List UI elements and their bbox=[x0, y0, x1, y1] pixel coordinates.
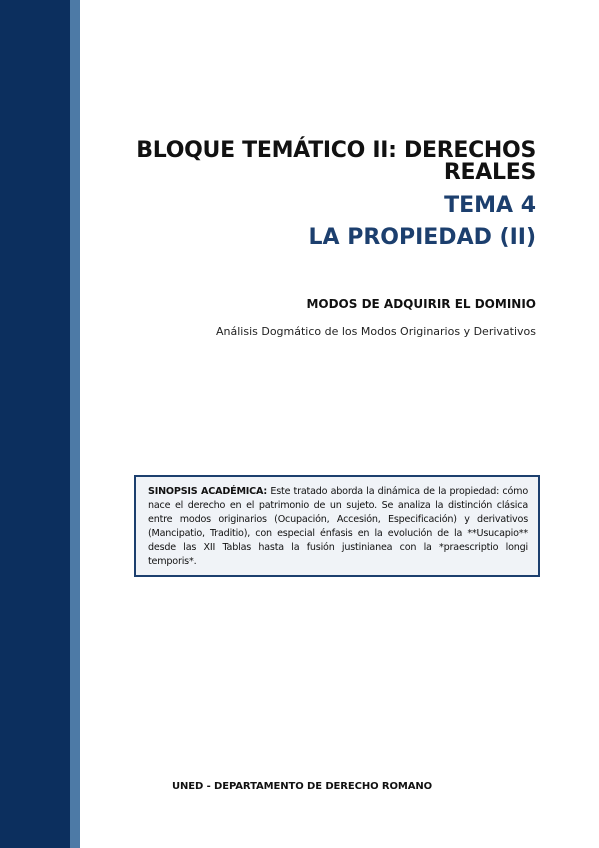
subtitle: MODOS DE ADQUIRIR EL DOMINIO bbox=[306, 297, 536, 311]
description: Análisis Dogmático de los Modos Originarios y Derivativos bbox=[215, 325, 536, 338]
title-block bbox=[96, 140, 536, 250]
synopsis-text: Este tratado aborda la dinámica de la propiedad: cómo nace el derecho en el patrimonio de un sujeto. Se analiza la distinción clásica entre modos originarios (Ocupación, Accesión, Especificación) y derivativos (Mancipatio, Traditio), con especial énfasis en la evolución de la **Usucapio** desde las XII Tablas hasta la fusión justinianea con la *praescriptio longi temporis*. bbox=[148, 486, 528, 567]
synopsis-label: SINOPSIS ACADÉMICA: bbox=[148, 486, 268, 497]
subtitle-block bbox=[96, 296, 536, 339]
sidebar-band-light bbox=[70, 0, 80, 848]
sidebar-band-dark bbox=[0, 0, 70, 848]
topic-title: LA PROPIEDAD (II) bbox=[308, 225, 536, 250]
footer: UNED - DEPARTAMENTO DE DERECHO ROMANO bbox=[172, 781, 433, 792]
block-title: BLOQUE TEMÁTICO II: DERECHOS REALES bbox=[136, 138, 536, 185]
synopsis-box bbox=[134, 475, 540, 577]
tema-number: TEMA 4 bbox=[444, 193, 536, 218]
